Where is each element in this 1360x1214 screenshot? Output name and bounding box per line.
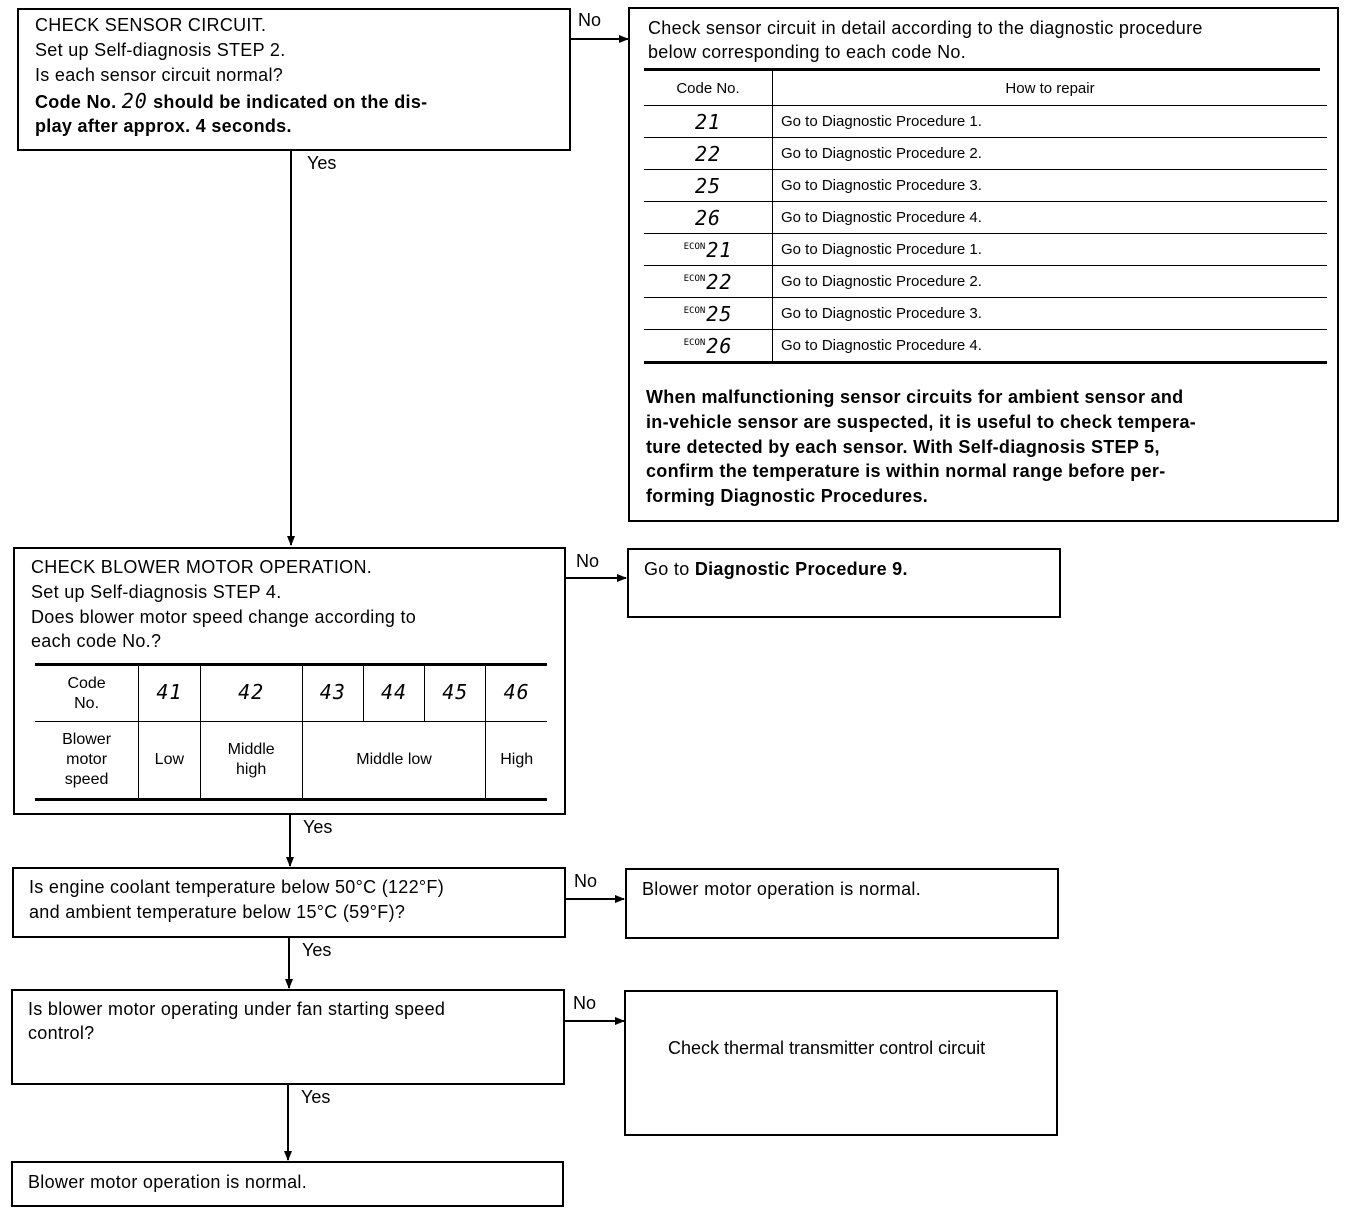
speed-middle-low: Middle low	[302, 722, 486, 800]
note-line2: in-vehicle sensor are suspected, it is useful to check tempera-	[646, 412, 1197, 432]
step4-line1: Is blower motor operating under fan starting speed	[28, 999, 446, 1019]
step1-line5: play after approx. 4 seconds.	[35, 116, 292, 136]
blower-speed-table	[35, 663, 547, 801]
speed-high: High	[486, 722, 547, 800]
step1-title: CHECK SENSOR CIRCUIT.	[35, 15, 267, 35]
lcd-code: 21	[694, 109, 722, 134]
no-label-4: No	[573, 993, 597, 1013]
code-repair-table	[644, 71, 1327, 364]
econ-prefix: ECON	[683, 241, 706, 252]
sensor-detail-box	[628, 7, 1339, 522]
operation-normal-box-1	[625, 868, 1059, 939]
step2-line2: Set up Self-diagnosis STEP 4.	[31, 582, 282, 602]
step2-line3: Does blower motor speed change according to	[31, 607, 417, 627]
blower-motor-speed-label: Blower motor speed	[35, 722, 139, 800]
table-row	[644, 266, 1327, 298]
lcd-code: 22	[694, 141, 722, 166]
code-no-label: Code No.	[35, 665, 139, 722]
step4-line2: control?	[28, 1023, 95, 1043]
operation-normal-text-2: Blower motor operation is normal.	[28, 1172, 308, 1192]
repair-cell: Go to Diagnostic Procedure 4.	[773, 202, 1328, 234]
thermal-transmitter-box	[624, 990, 1058, 1136]
lcd-code-43: 43	[319, 680, 346, 704]
repair-cell: Go to Diagnostic Procedure 1.	[773, 234, 1328, 266]
note-line3: ture detected by each sensor. With Self-diagnosis STEP 5,	[646, 437, 1160, 457]
table-row	[644, 170, 1327, 202]
no-label-1: No	[578, 10, 602, 30]
step2-line4: each code No.?	[31, 631, 162, 651]
lcd-code: 21	[706, 237, 733, 262]
header-code-no: Code No.	[644, 71, 773, 106]
procedure-9-text: Go to Diagnostic Procedure 9.	[644, 559, 908, 579]
table-row	[644, 330, 1327, 363]
fan-starting-speed-box	[11, 989, 565, 1085]
check-blower-motor-box	[13, 547, 566, 815]
operation-normal-box-2	[11, 1161, 564, 1207]
operation-normal-text-1: Blower motor operation is normal.	[642, 879, 922, 899]
repair-cell: Go to Diagnostic Procedure 4.	[773, 330, 1328, 363]
table-row	[644, 138, 1327, 170]
repair-cell: Go to Diagnostic Procedure 2.	[773, 138, 1328, 170]
note-line4: confirm the temperature is within normal range before per-	[646, 461, 1166, 481]
econ-prefix: ECON	[683, 337, 706, 348]
no-label-2: No	[576, 551, 600, 571]
econ-prefix: ECON	[683, 273, 706, 284]
step1-code-suffix: should be indicated on the dis-	[153, 92, 428, 112]
step2-title: CHECK BLOWER MOTOR OPERATION.	[31, 557, 373, 577]
table-row	[644, 106, 1327, 138]
step1-line4	[35, 89, 427, 115]
lcd-code-20: 20	[121, 89, 148, 113]
repair-cell: Go to Diagnostic Procedure 2.	[773, 266, 1328, 298]
table-row	[644, 298, 1327, 330]
lcd-code: 26	[706, 333, 733, 358]
repair-cell: Go to Diagnostic Procedure 3.	[773, 170, 1328, 202]
check-sensor-circuit-box	[17, 8, 571, 151]
table-row	[644, 202, 1327, 234]
lcd-code-42: 42	[238, 680, 265, 704]
lcd-code: 22	[706, 269, 733, 294]
header-how-to-repair: How to repair	[773, 71, 1328, 106]
lcd-code-46: 46	[503, 680, 530, 704]
note-line5: forming Diagnostic Procedures.	[646, 486, 929, 506]
repair-cell: Go to Diagnostic Procedure 1.	[773, 106, 1328, 138]
yes-label-1: Yes	[307, 153, 337, 173]
lcd-code-41: 41	[156, 680, 183, 704]
sensor-detail-line2: below corresponding to each code No.	[648, 42, 966, 62]
coolant-temperature-box	[12, 867, 566, 938]
step1-line3: Is each sensor circuit normal?	[35, 65, 284, 85]
step1-line2: Set up Self-diagnosis STEP 2.	[35, 40, 286, 60]
yes-label-2: Yes	[303, 817, 333, 837]
table-row	[644, 234, 1327, 266]
lcd-code: 26	[694, 205, 722, 230]
thermal-transmitter-text: Check thermal transmitter control circuit	[668, 1038, 986, 1058]
diagnostic-procedure-9-box	[627, 548, 1061, 618]
sensor-detail-line1: Check sensor circuit in detail according to the diagnostic procedure	[648, 18, 1203, 38]
speed-low: Low	[139, 722, 200, 800]
note-line1: When malfunctioning sensor circuits for ambient sensor and	[646, 387, 1184, 407]
lcd-code: 25	[706, 301, 733, 326]
step1-code-prefix: Code No.	[35, 92, 117, 112]
econ-prefix: ECON	[683, 305, 706, 316]
lcd-code-44: 44	[381, 680, 408, 704]
yes-label-4: Yes	[301, 1087, 331, 1107]
yes-label-3: Yes	[302, 940, 332, 960]
lcd-code-45: 45	[442, 680, 469, 704]
step3-line2: and ambient temperature below 15°C (59°F)?	[29, 902, 406, 922]
step3-line1: Is engine coolant temperature below 50°C (122°F)	[29, 877, 445, 897]
repair-cell: Go to Diagnostic Procedure 3.	[773, 298, 1328, 330]
lcd-code: 25	[694, 173, 722, 198]
speed-middle-high: Middle high	[200, 722, 302, 800]
no-label-3: No	[574, 871, 598, 891]
